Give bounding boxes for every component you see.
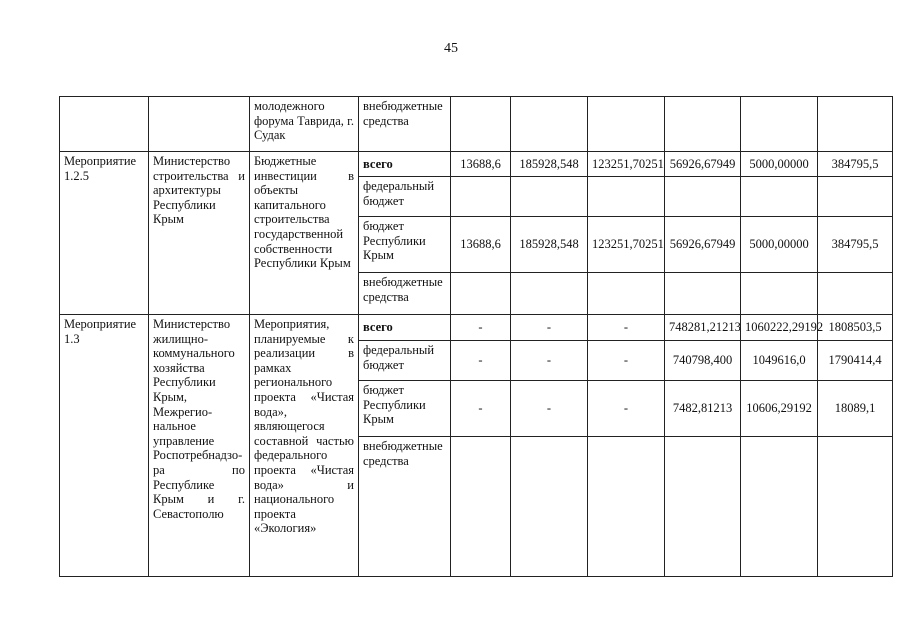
value-cell: -	[588, 315, 665, 341]
value-cell	[588, 273, 665, 315]
value-cell	[741, 437, 818, 577]
value-cell: 5000,00000	[741, 217, 818, 273]
value-cell	[511, 273, 588, 315]
value-cell	[665, 97, 741, 152]
value-cell	[741, 97, 818, 152]
value-cell	[818, 97, 893, 152]
funding-source-cell: бюджет Республики Крым	[359, 217, 451, 273]
executor-cell	[149, 97, 250, 152]
value-cell: -	[451, 381, 511, 437]
value-cell	[818, 177, 893, 217]
value-cell: 13688,6	[451, 152, 511, 177]
value-cell	[665, 273, 741, 315]
value-cell	[511, 177, 588, 217]
funding-source-cell: внебюджетные средства	[359, 97, 451, 152]
value-cell: -	[588, 381, 665, 437]
value-cell	[665, 177, 741, 217]
value-cell	[451, 437, 511, 577]
budget-table	[59, 96, 893, 577]
value-cell	[511, 97, 588, 152]
value-cell	[588, 97, 665, 152]
funding-source-cell: внебюджетные средства	[359, 437, 451, 577]
value-cell: 1790414,4	[818, 341, 893, 381]
value-cell: 1060222,29192	[741, 315, 818, 341]
value-cell	[665, 437, 741, 577]
executor-cell: Министерство строительства и архитектуры Республики Крым	[149, 152, 250, 315]
description-cell: молодежного форума Таврида, г. Судак	[250, 97, 359, 152]
value-cell: -	[451, 315, 511, 341]
table-row	[60, 152, 893, 177]
funding-source-cell: всего	[359, 152, 451, 177]
value-cell: 185928,548	[511, 217, 588, 273]
value-cell	[818, 273, 893, 315]
table-row	[60, 97, 893, 152]
event-cell: Мероприятие 1.3	[60, 315, 149, 577]
value-cell: -	[451, 341, 511, 381]
executor-cell: Министерство жилищно-коммунального хозяйства Республики Крым, Межрегио-нальное управление Роспотребнадзо-ра по Республике Крым и г. Севастополю	[149, 315, 250, 577]
value-cell: 185928,548	[511, 152, 588, 177]
description-cell: Мероприятия, планируемые к реализации в рамках регионального проекта «Чистая вода», являющегося составной частью федерального проекта «Чистая вода» и национального проекта «Экология»	[250, 315, 359, 577]
value-cell: 123251,70251	[588, 217, 665, 273]
funding-source-cell: бюджет Республики Крым	[359, 381, 451, 437]
value-cell: -	[511, 381, 588, 437]
value-cell: 10606,29192	[741, 381, 818, 437]
value-cell: -	[511, 315, 588, 341]
value-cell	[451, 273, 511, 315]
value-cell	[588, 437, 665, 577]
page-number: 45	[444, 41, 458, 56]
value-cell: 56926,67949	[665, 217, 741, 273]
value-cell	[588, 177, 665, 217]
value-cell: 13688,6	[451, 217, 511, 273]
funding-source-cell: внебюджетные средства	[359, 273, 451, 315]
value-cell: 5000,00000	[741, 152, 818, 177]
value-cell: 1808503,5	[818, 315, 893, 341]
value-cell: 384795,5	[818, 152, 893, 177]
value-cell: 18089,1	[818, 381, 893, 437]
value-cell: 748281,21213	[665, 315, 741, 341]
value-cell	[451, 177, 511, 217]
value-cell: 56926,67949	[665, 152, 741, 177]
funding-source-cell: федеральный бюджет	[359, 341, 451, 381]
value-cell: 384795,5	[818, 217, 893, 273]
value-cell	[451, 97, 511, 152]
table-row	[60, 315, 893, 341]
value-cell	[741, 177, 818, 217]
event-cell	[60, 97, 149, 152]
value-cell: -	[588, 341, 665, 381]
description-cell: Бюджетные инвестиции в объекты капитального строительства государственной собственности Республики Крым	[250, 152, 359, 315]
value-cell: -	[511, 341, 588, 381]
value-cell: 1049616,0	[741, 341, 818, 381]
event-cell: Мероприятие 1.2.5	[60, 152, 149, 315]
value-cell	[511, 437, 588, 577]
value-cell: 7482,81213	[665, 381, 741, 437]
value-cell: 123251,70251	[588, 152, 665, 177]
value-cell	[818, 437, 893, 577]
funding-source-cell: всего	[359, 315, 451, 341]
funding-source-cell: федеральный бюджет	[359, 177, 451, 217]
value-cell: 740798,400	[665, 341, 741, 381]
value-cell	[741, 273, 818, 315]
